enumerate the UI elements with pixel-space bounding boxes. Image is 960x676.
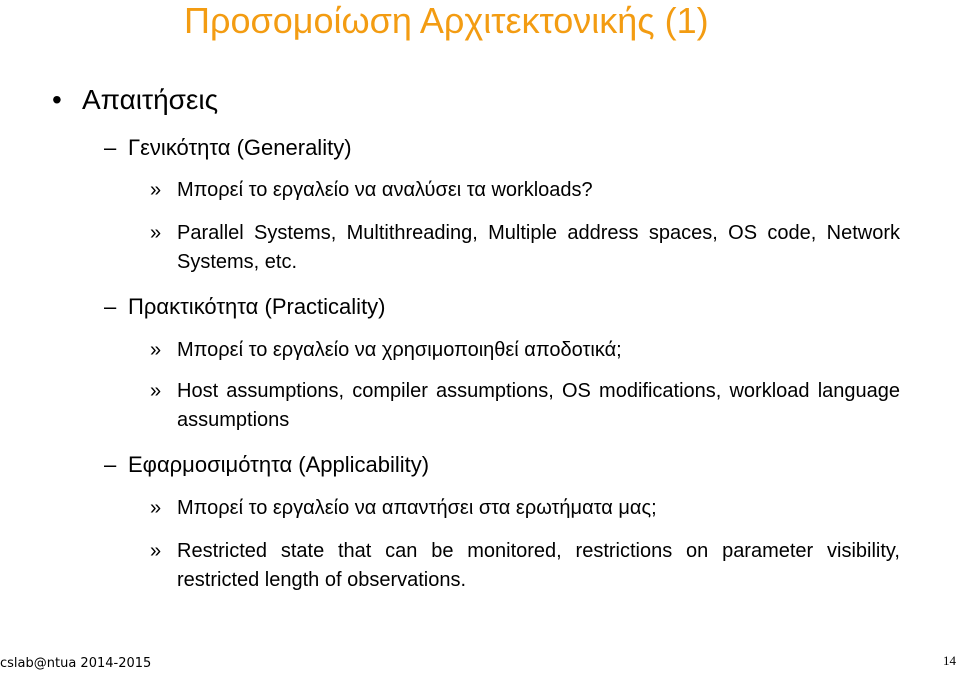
item-text: Μπορεί το εργαλείο να αναλύσει τα workloads? (177, 179, 593, 201)
item-mark: » (150, 339, 162, 361)
sub-bullet-label: Πρακτικότητα (Practicality) (128, 294, 386, 319)
item-applicability-2 (150, 537, 900, 595)
slide-title: Προσομοίωση Αρχιτεκτονικής (1) (184, 0, 709, 41)
sub-bullet-mark: – (104, 135, 117, 160)
item-practicality-1 (150, 336, 900, 365)
item-mark: » (150, 380, 162, 402)
item-text: Restricted state that can be monitored, restrictions on parameter visibility, restricted length of observations. (177, 540, 900, 591)
item-mark: » (150, 179, 162, 201)
item-mark: » (150, 540, 162, 562)
footer-label: cslab@ntua 2014-2015 (0, 656, 152, 671)
bullet-mark: • (52, 84, 62, 115)
page-number: 14 (943, 653, 956, 668)
item-generality-1 (150, 176, 900, 205)
sub-bullet-label: Γενικότητα (Generality) (128, 135, 352, 160)
item-generality-2 (150, 219, 900, 277)
item-practicality-2 (150, 377, 900, 435)
sub-bullet-mark: – (104, 294, 117, 319)
item-mark: » (150, 497, 162, 519)
sub-bullet-label: Εφαρμοσιμότητα (Applicability) (128, 452, 430, 477)
sub-bullet-mark: – (104, 452, 117, 477)
item-text: Parallel Systems, Multithreading, Multiple address spaces, OS code, Network Systems, etc. (177, 222, 900, 273)
item-mark: » (150, 222, 162, 244)
item-text: Μπορεί το εργαλείο να απαντήσει στα ερωτήματα μας; (177, 497, 657, 519)
item-text: Host assumptions, compiler assumptions, OS modifications, workload language assumptions (177, 380, 900, 431)
item-applicability-1 (150, 494, 900, 523)
bullet-label: Απαιτήσεις (82, 84, 219, 115)
item-text: Μπορεί το εργαλείο να χρησιμοποιηθεί αποδοτικά; (177, 339, 622, 361)
